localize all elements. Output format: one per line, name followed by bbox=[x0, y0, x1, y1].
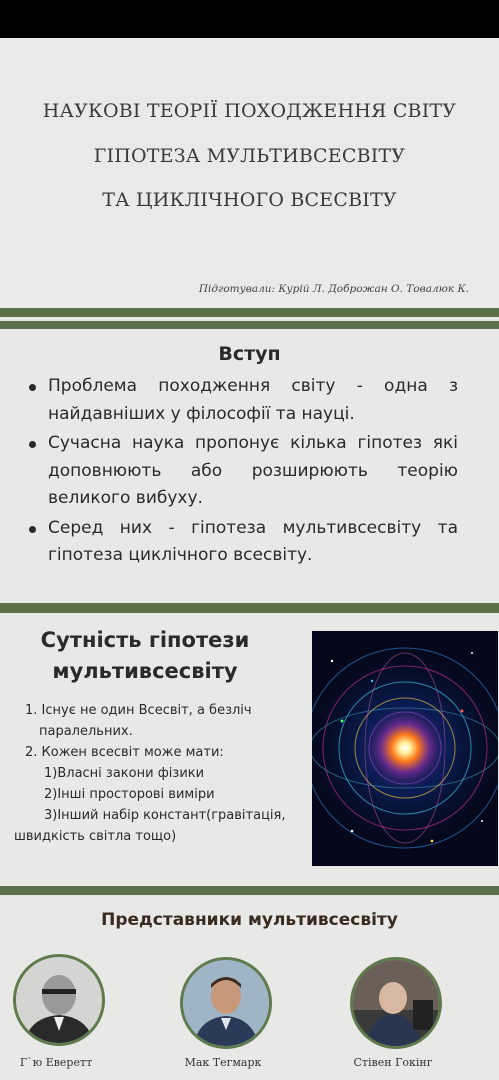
title-section bbox=[0, 38, 499, 308]
avatar bbox=[180, 957, 272, 1049]
list-item: 3)Інший набір констант(гравітація, bbox=[44, 808, 286, 823]
top-black-bar bbox=[0, 0, 499, 38]
divider-stripe bbox=[0, 308, 499, 317]
person-portrait-icon bbox=[16, 957, 102, 1043]
person-name: Г`ю Еверетт bbox=[19, 1056, 93, 1069]
avatar bbox=[350, 957, 442, 1049]
bullet-dot bbox=[29, 384, 36, 391]
multiverse-heading-line2: мультивсесвіту bbox=[52, 659, 238, 683]
intro-heading: Вступ bbox=[218, 343, 281, 365]
list-item bbox=[26, 430, 458, 513]
list-item: швидкість світла тощо) bbox=[14, 829, 177, 844]
bullet-text: Сучасна наука пропонує кілька гіпотез які доповнюють або розширюють теорію великого вибуху. bbox=[48, 433, 458, 508]
multiverse-heading bbox=[10, 625, 280, 687]
bullet-dot bbox=[29, 441, 36, 448]
divider-stripe bbox=[0, 886, 499, 895]
list-item: 1. Існує не один Всесвіт, а безліч bbox=[25, 703, 252, 718]
list-item: 1)Власні закони фізики bbox=[44, 766, 205, 781]
divider-stripe bbox=[0, 321, 499, 329]
cosmos-illustration bbox=[312, 631, 498, 866]
representatives-heading: Представники мультивсесвіту bbox=[101, 910, 398, 930]
multiverse-heading-line1: Сутність гіпотези bbox=[40, 628, 250, 652]
title-line-1: НАУКОВІ ТЕОРІЇ ПОХОДЖЕННЯ СВІТУ bbox=[42, 100, 457, 122]
list-item bbox=[26, 373, 458, 428]
divider-stripe bbox=[0, 603, 499, 613]
list-item: 2. Кожен всесвіт може мати: bbox=[25, 745, 224, 760]
title-line-2: ГІПОТЕЗА МУЛЬТИВСЕСВІТУ bbox=[93, 145, 406, 167]
authors-credit: Підготували: Курій Л. Доброжан О. Товалюк К. bbox=[198, 283, 469, 295]
list-item bbox=[26, 515, 458, 570]
list-item: паралельних. bbox=[39, 724, 133, 739]
intro-bullet-list bbox=[26, 373, 458, 572]
title-line-3: ТА ЦИКЛІЧНОГО ВСЕСВІТУ bbox=[102, 189, 397, 211]
person-name: Стівен Гокінг bbox=[353, 1056, 433, 1069]
avatar bbox=[13, 954, 105, 1046]
bullet-dot bbox=[29, 526, 36, 533]
person-portrait-icon bbox=[353, 960, 439, 1046]
multiverse-list bbox=[14, 700, 304, 847]
bullet-text: Серед них - гіпотеза мультивсесвіту та гіпотеза циклічного всесвіту. bbox=[48, 517, 458, 565]
person-name: Мак Тегмарк bbox=[184, 1056, 262, 1069]
multiverse-cosmos-image bbox=[312, 631, 498, 866]
list-item: 2)Інші просторові виміри bbox=[44, 787, 215, 802]
bullet-text: Проблема походження світу - одна з найдавніших у філософії та науці. bbox=[48, 376, 458, 424]
person-portrait-icon bbox=[183, 960, 269, 1046]
